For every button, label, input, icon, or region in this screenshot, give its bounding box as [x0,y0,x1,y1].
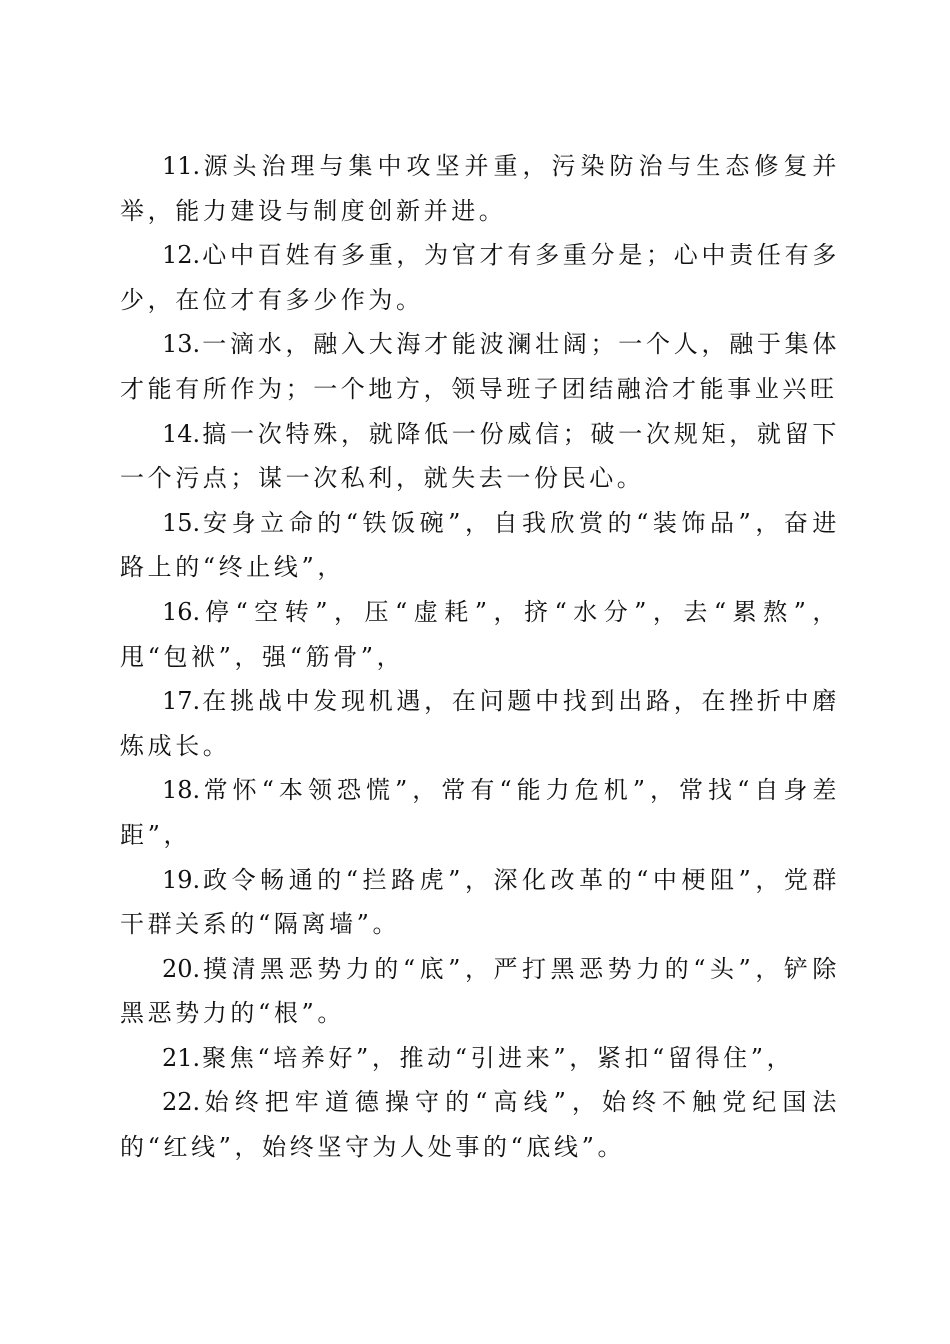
item-number: 19. [162,865,201,894]
item-number: 14. [162,419,201,448]
list-item [120,1036,840,1081]
item-number: 11. [162,152,201,180]
item-text: 安身立命的“铁饭碗”，自我欣赏的“装饰品”，奋进路上的“终止线”， [120,508,840,582]
item-number: 12. [162,241,201,270]
item-text: 摸清黑恶势力的“底”，严打黑恶势力的“头”，铲除黑恶势力的“根”。 [120,954,840,1028]
list-item [120,501,840,590]
item-text: 在挑战中发现机遇，在问题中找到出路，在挫折中磨炼成长。 [120,687,840,760]
item-number: 22. [162,1088,201,1117]
item-number: 16. [162,597,201,626]
item-text: 心中百姓有多重，为官才有多重分是；心中责任有多少，在位才有多少作为。 [120,241,840,314]
list-item [120,947,840,1036]
item-text: 源头治理与集中攻坚并重，污染防治与生态修复并举，能力建设与制度创新并进。 [120,152,840,225]
list-item [120,322,840,411]
item-number: 20. [162,954,201,983]
item-number: 18. [162,776,201,805]
item-text: 一滴水，融入大海才能波澜壮阔；一个人，融于集体才能有所作为；一个地方，领导班子团结融洽才能事业兴旺 [120,330,840,403]
list-item [120,144,840,233]
item-text: 政令畅通的“拦路虎”，深化改革的“中梗阻”，党群干群关系的“隔离墙”。 [120,865,840,939]
item-number: 13. [162,330,201,359]
item-text: 始终把牢道德操守的“高线”，始终不触党纪国法的“红线”，始终坚守为人处事的“底线”。 [120,1088,840,1162]
list-item [120,590,840,679]
item-number: 21. [162,1043,201,1072]
item-text: 常怀“本领恐慌”，常有“能力危机”，常找“自身差距”， [120,776,840,849]
item-text: 聚焦“培养好”，推动“引进来”，紧扣“留得住”， [202,1043,795,1072]
item-text: 停“空转”，压“虚耗”，挤“水分”，去“累熬”，甩“包袱”，强“筋骨”， [120,597,840,671]
list-item [120,1080,840,1169]
list-item [120,233,840,322]
list-item [120,412,840,501]
item-text: 搞一次特殊，就降低一份威信；破一次规矩，就留下一个污点；谋一次私利，就失去一份民心。 [120,419,840,493]
item-number: 15. [162,508,201,537]
list-item [120,679,840,768]
list-item [120,858,840,947]
document-body [120,144,840,1170]
item-number: 17. [162,687,201,716]
list-item [120,768,840,857]
